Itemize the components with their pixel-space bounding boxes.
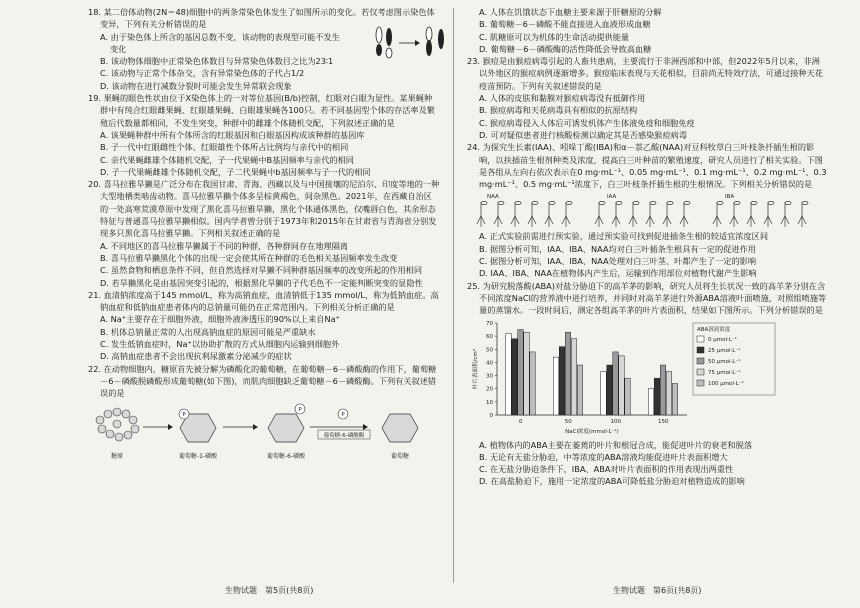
q18-option-b: B. 该动物体细胞中正常染色体数目与异常染色体数目之比为23∶1: [100, 56, 334, 67]
q22-option-a: A. 人体在饥饿状态下血糖主要来源于肝糖原的分解: [479, 7, 662, 17]
q21-stem: 21. 血清钠浓度高于145 mmol/L，称为高钠血症，血清钠低于135 mmol/L，称为低钠血症。高钠血症和低钠血症患者体内的总钠量可能仍在正常范围内。下列相关分析正确的是: [88, 289, 439, 313]
y-tick-label: 70: [486, 320, 493, 327]
legend-entry: 100 μmol·L⁻¹: [708, 380, 744, 387]
x-tick-label: 50: [564, 418, 572, 425]
phosphate-label-2: P: [298, 406, 302, 413]
iba-label: IBA: [725, 194, 735, 201]
x-tick-label: 0: [519, 418, 523, 425]
left-column: [88, 6, 440, 464]
legend-swatch: [697, 336, 704, 342]
bar: [565, 332, 571, 415]
q21-option-c: C. 发生低钠血症时，Na⁺以协助扩散的方式从细胞内运输到细胞外: [100, 339, 340, 350]
bar: [577, 365, 583, 415]
q22-option-c: C. 肌糖原可以为机体的生命活动提供能量: [479, 31, 630, 42]
bar: [672, 383, 678, 415]
legend-swatch: [697, 369, 704, 375]
leaf-area-chart: [467, 317, 827, 439]
page-footer-left: 生物试题 第5页(共8页): [225, 586, 314, 595]
q25-option-b: B. 无论有无盐分胁迫，中等浓度的ABA溶液均能促进叶片表面积增大: [479, 451, 728, 462]
q20-option-d: D. 若旱獭黑化是由基因突变引起的，根据黑化旱獭的子代毛色不一定能判断突变的显隐性: [100, 277, 423, 288]
q25-option-c: C. 在无盐分胁迫条件下，IBA、ABA对叶片表面积的作用表现出两重性: [479, 464, 734, 475]
bar: [559, 346, 565, 414]
g1p-label: 葡萄糖-1-磷酸: [178, 452, 218, 460]
bar: [524, 332, 530, 415]
bar: [553, 357, 559, 415]
q20-option-a: A. 不同地区的喜马拉雅旱獭属于不同的种群，各种群间存在地理隔离: [100, 240, 349, 251]
q23-option-d: D. 可对疑似患者进行核酸检测以确定其是否感染猴痘病毒: [479, 129, 688, 140]
legend-entry: 25 μmol·L⁻¹: [708, 347, 741, 354]
phosphate-label-3: P: [341, 411, 345, 418]
x-axis-label: NaCl浓度(mmol·L⁻¹): [565, 428, 619, 435]
glucose-hexagon: [382, 414, 418, 442]
naa-label: NAA: [487, 194, 499, 201]
q19-option-b: B. 子一代中红眼雌性个体、红眼雄性个体所占比例均与亲代中的相同: [100, 142, 349, 153]
legend-swatch: [697, 380, 704, 386]
cutting-sketches: [477, 202, 808, 228]
bar: [607, 365, 613, 415]
q18-option-a-cont: 变化: [110, 43, 127, 54]
bar: [530, 351, 536, 414]
rooting-photos: [467, 190, 827, 230]
q24-option-c: C. 据图分析可知，IAA、IBA、NAA处理对白三叶茎、叶都产生了一定的影响: [479, 256, 757, 267]
y-tick-label: 30: [486, 373, 493, 380]
q19-option-a: A. 该果蝇种群中所有个体所含的红眼基因和白眼基因构成该种群的基因库: [100, 129, 365, 140]
q19-stem: 19. 果蝇的眼色性状由位于X染色体上的一对等位基因(B/b)控制，红眼对白眼为显性。某果蝇种群中有纯合红眼雌果蝇、红眼雄果蝇、白眼雄果蝇各100只。若不同基因型个体的存活率及繁殖后代数量都相同，不发生突变，种群中的雌雄个体随机交配，下列叙述正确的是: [88, 93, 435, 128]
legend-swatch: [697, 347, 704, 353]
x-tick-label: 150: [658, 418, 669, 425]
glycogen-cluster: [96, 408, 139, 441]
legend-title: ABA溶液浓度: [697, 326, 731, 333]
q19-option-c: C. 亲代果蝇雌雄个体随机交配，子一代果蝇中B基因频率与亲代的相同: [100, 154, 354, 165]
glucose-label: 葡萄糖: [390, 452, 410, 460]
q24-option-b: B. 据图分析可知，IAA、IBA、NAA均对白三叶插条生根具有一定的促进作用: [479, 243, 756, 254]
q25-stem: 25. 为研究脱落酸(ABA)对盐分胁迫下的高羊茅的影响，研究人员将生长状况一致的高羊茅分别在含不同浓度NaCl的营养液中进行培养，并同时对高羊茅进行外源ABA溶液叶面喷施，对照组喷施等量的蒸馏水。一段时间后，测定各组高羊茅的叶片表面积，结果如下图所示。下列分析错误的是: [467, 280, 827, 316]
bar: [571, 338, 577, 414]
legend-swatch: [697, 358, 704, 364]
glycogen-diagram: [88, 402, 440, 464]
y-tick-label: 60: [486, 333, 493, 340]
legend-entry: 0 μmol·L⁻¹: [708, 336, 737, 343]
q22-stem: 22. 在动物细胞内，糖原首先被分解为磷酸化的葡萄糖，在葡萄糖－6－磷酸酶的作用下，葡萄糖－6－磷酸脱磷酸形成葡萄糖(如下图)，而肌肉细胞缺乏葡萄糖－6－磷酸酶。下列有关叙述错误的是: [88, 363, 437, 399]
column-divider: [453, 8, 454, 583]
q18-stem: 18. 某二倍体动物(2N＝48)细胞中的两条常染色体发生了如图所示的变化。若仅考虑图示染色体变异，下列有关分析错误的是: [88, 7, 435, 30]
x-tick-label: 100: [610, 418, 621, 425]
bar: [601, 371, 607, 414]
q22-option-b: B. 葡萄糖－6－磷酸不能直接进入血液形成血糖: [479, 19, 651, 30]
q23-option-a: A. 人体的皮肤和黏膜对猴痘病毒没有抵御作用: [479, 93, 646, 104]
q25-option-a: A. 植物体内的ABA主要在萎蔫的叶片和根冠合成，能促进叶片的衰老和脱落: [479, 439, 753, 450]
legend-entry: 50 μmol·L⁻¹: [708, 358, 741, 365]
q24-stem: 24. 为探究生长素(IAA)、吲哚丁酸(IBA)和α－萘乙酸(NAA)对豆科牧草白三叶枝条扦插生根的影响，以扶插苗生根剂种类及浓度，提高白三叶种苗的繁殖速度，研究人员进行了相关实验。下图是各组从左向右依次表示在0 mg·mL⁻¹、0.05 mg·mL⁻¹、0.1 mg·mL⁻¹、0.2 mg·mL⁻¹、0.3 mg·mL⁻¹、0.5 mg·mL⁻¹浓度下，白三叶枝条扦插生根的生根情况。下列相关分析错误的是: [467, 142, 827, 190]
y-tick-label: 20: [486, 386, 493, 393]
q21-option-a: A. Na⁺主要存在于细胞外液，细胞外液渗透压的90%以上来自Na⁺: [100, 314, 340, 325]
bar: [666, 371, 672, 414]
enzyme-label: 葡萄糖-6-磷酸酶: [323, 432, 365, 439]
q21-option-b: B. 机体总钠量正常的人出现高钠血症的原因可能是严重缺水: [100, 326, 316, 337]
q23-option-b: B. 猴痘病毒和天花病毒具有相似的抗原结构: [479, 105, 638, 116]
legend-entry: 75 μmol·L⁻¹: [708, 369, 741, 376]
q18-option-d: D. 该动物在进行减数分裂时可能会发生异常联会现象: [100, 80, 292, 91]
q24-option-a: A. 正式实验前需进行预实验，通过预实验可找到促进插条生根的较适宜浓度区间: [479, 231, 769, 242]
g6p-hexagon: [268, 414, 304, 442]
q21-option-d: D. 高钠血症患者不会出现抗利尿激素分泌减少的症状: [100, 351, 292, 362]
q25-option-d: D. 在高盐胁迫下，施用一定浓度的ABA可降低盐分胁迫对植物造成的影响: [479, 476, 745, 487]
bar: [518, 329, 524, 414]
chromosome-figure: [371, 25, 451, 59]
y-tick-label: 40: [486, 359, 493, 366]
q19-option-d: D. 子一代果蝇雌雄个体随机交配，子二代果蝇中b基因频率与子一代的相同: [100, 166, 371, 177]
bar: [512, 338, 518, 414]
bar: [506, 333, 512, 414]
bar: [625, 378, 631, 415]
bar: [660, 365, 666, 415]
glycogen-label: 糖原: [110, 452, 124, 460]
iaa-label: IAA: [607, 194, 617, 201]
y-axis-label: 叶片表面积/cm²: [473, 348, 479, 389]
bar: [654, 378, 660, 415]
bar: [613, 351, 619, 414]
y-tick-label: 10: [486, 399, 493, 406]
q18-option-c: C. 该动物与正常个体杂交，含有异常染色体的子代占1/2: [100, 68, 305, 79]
q18-option-a: A. 由于染色体上所含的基因总数不变，该动物的表现型可能不发生: [100, 31, 340, 42]
phosphate-label-1: P: [182, 411, 186, 418]
page-footer-right: 生物试题 第6页(共8页): [613, 586, 702, 595]
y-tick-label: 50: [486, 346, 493, 353]
q24-option-d: D. IAA、IBA、NAA在植物体内产生后，运输到作用部位对植物代谢产生影响: [479, 268, 757, 279]
q20-option-c: C. 虽然食物和栖息条件不同，但自然选择对旱獭不同种群基因频率的改变所起的作用相同: [100, 265, 423, 276]
q23-stem: 23. 猴痘是由猴痘病毒引起的人畜共患病，主要流行于非洲西部和中部，但2022年5月以来，非洲以外地区的猴痘病例逐渐增多。猴痘临床表现与天花相似，目前尚无特效疗法，可通过接种天花疫苗预防。下列有关叙述错误的是: [467, 56, 823, 91]
y-tick-label: 0: [489, 412, 493, 419]
bar: [619, 355, 625, 414]
q20-stem: 20. 喜马拉雅旱獭是广泛分布在我国甘肃、青海、西藏以及与中国接壤的尼泊尔、印度等地的一种大型地栖类啮齿动物。喜马拉雅旱獭个体多呈棕黄褐色，间杂黑色。2021年，在西藏自治区的一处高寒荒漠草原中发现了黑化喜马拉雅旱獭，黑化个体通体黑色，仅嘴唇白色，其余形态特征与普通喜马拉雅旱獭相似。国内学者曾分别于1973年和2015年在甘肃省与青海省分别发现多只黑化喜马拉雅旱獭。下列相关叙述正确的是: [88, 179, 440, 239]
right-column: [467, 6, 827, 488]
bar: [648, 388, 654, 414]
q20-option-b: B. 喜马拉雅旱獭黑化个体的出现一定会使其所在种群的毛色相关基因频率发生改变: [100, 252, 398, 263]
g6p-label: 葡萄糖-6-磷酸: [266, 452, 306, 460]
q23-option-c: C. 猴痘病毒侵入人体后可诱发机体产生体液免疫和细胞免疫: [479, 117, 695, 128]
q22-option-d: D. 葡萄糖－6－磷酸酶的活性降低会导致高血糖: [479, 43, 652, 54]
